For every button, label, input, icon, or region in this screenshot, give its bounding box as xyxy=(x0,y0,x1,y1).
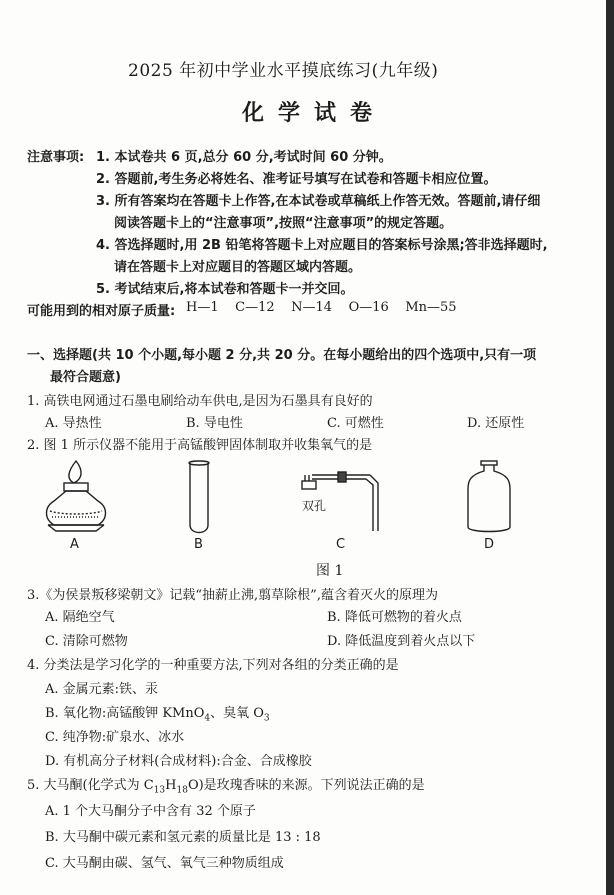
notice-item-4-cont: 请在答题卡上对应题目的答题区域内答题。 xyxy=(114,260,362,275)
atomic-mass-label: 可能用到的相对原子质量: xyxy=(27,304,176,319)
q5-option-a: A. 1 个大马酮分子中含有 32 个原子 xyxy=(45,804,256,819)
q4-stem: 4. 分类法是学习化学的一种重要方法,下列对各组的分类正确的是 xyxy=(27,658,399,673)
q5-option-c: C. 大马酮由碳、氢气、氧气三种物质组成 xyxy=(45,856,284,871)
figure-caption: 图 1 xyxy=(316,563,344,579)
gas-bottle-drawing xyxy=(468,461,510,532)
q3-option-c: C. 清除可燃物 xyxy=(45,634,128,649)
exam-subtitle: 2025 年初中学业水平摸底练习(九年级) xyxy=(128,61,439,81)
q5-sub-c: 13 xyxy=(153,785,166,796)
q4-option-b xyxy=(45,702,270,724)
q2-stem: 2. 图 1 所示仪器不能用于高锰酸钾固体制取并收集氧气的是 xyxy=(27,438,373,453)
figure-label-d: D xyxy=(484,537,495,552)
q4-option-b-text: B. 氧化物:高锰酸钾 KMnO xyxy=(45,706,205,721)
page-edge-shadow xyxy=(606,0,614,895)
figure-label-a: A xyxy=(70,537,79,552)
figure-label-c: C xyxy=(336,537,346,552)
q1-option-b: B. 导电性 xyxy=(186,416,243,431)
q1-option-c: C. 可燃性 xyxy=(327,416,384,431)
q5-sub-h: 18 xyxy=(176,785,188,796)
q4-option-a: A. 金属元素:铁、汞 xyxy=(45,682,159,697)
notice-label: 注意事项: xyxy=(27,150,85,165)
q1-option-a: A. 导热性 xyxy=(45,416,102,431)
notice-item-4: 4. 答选择题时,用 2B 铅笔将答题卡上对应题目的答案标号涂黑;答非选择题时, xyxy=(96,238,548,253)
figure-label-b: B xyxy=(194,537,203,552)
q1-stem: 1. 高铁电网通过石墨电刷给动车供电,是因为石墨具有良好的 xyxy=(27,394,373,409)
figure-1 xyxy=(0,455,600,545)
notice-item-5: 5. 考试结束后,将本试卷和答题卡一并交回。 xyxy=(96,282,354,297)
q1-option-d: D. 还原性 xyxy=(467,416,525,431)
notice-item-1: 1. 本试卷共 6 页,总分 60 分,考试时间 60 分钟。 xyxy=(96,150,392,165)
q4-option-b-mid: 、臭氧 O xyxy=(210,706,264,721)
exam-title: 化学试卷 xyxy=(242,100,387,126)
q3-option-d: D. 降低温度到着火点以下 xyxy=(327,634,476,649)
q4-option-b-sub2: 3 xyxy=(263,713,270,724)
stopper-label: 双孔 xyxy=(302,499,327,513)
q5-stem-pre: 5. 大马酮(化学式为 C xyxy=(27,778,154,793)
section-heading: 一、选择题(共 10 个小题,每小题 2 分,共 20 分。在每小题给出的四个选项中,只有一项 xyxy=(27,348,537,363)
q3-option-a: A. 隔绝空气 xyxy=(45,610,115,625)
q5-mid-h: H xyxy=(165,778,177,793)
q3-option-b: B. 降低可燃物的着火点 xyxy=(327,610,462,625)
notice-item-2: 2. 答题前,考生务必将姓名、准考证号填写在试卷和答题卡相应位置。 xyxy=(96,172,497,187)
test-tube-drawing xyxy=(189,461,209,533)
q5-stem-post: O)是玫瑰香味的来源。下列说法正确的是 xyxy=(187,778,425,793)
q4-option-c: C. 纯净物:矿泉水、冰水 xyxy=(45,730,185,745)
notice-item-3-cont: 阅读答题卡上的“注意事项”,按照“注意事项”的规定答题。 xyxy=(114,216,453,231)
atomic-mass-values: H—1 C—12 N—14 O—16 Mn—55 xyxy=(186,300,457,315)
q5-stem xyxy=(27,774,425,796)
alcohol-lamp-drawing xyxy=(47,461,106,531)
section-heading-cont: 最符合题意) xyxy=(50,370,121,385)
q4-option-b-sub1: 4 xyxy=(204,713,211,724)
notice-item-3: 3. 所有答案均在答题卡上作答,在本试卷或草稿纸上作答无效。答题前,请仔细 xyxy=(96,194,541,209)
q3-stem: 3.《为侯景叛移梁朝文》记载“抽薪止沸,翦草除根”,蕴含着灭火的原理为 xyxy=(27,588,438,603)
q4-option-d: D. 有机高分子材料(合成材料):合金、合成橡胶 xyxy=(45,754,312,769)
q5-option-b: B. 大马酮中碳元素和氢元素的质量比是 13 : 18 xyxy=(45,830,321,845)
